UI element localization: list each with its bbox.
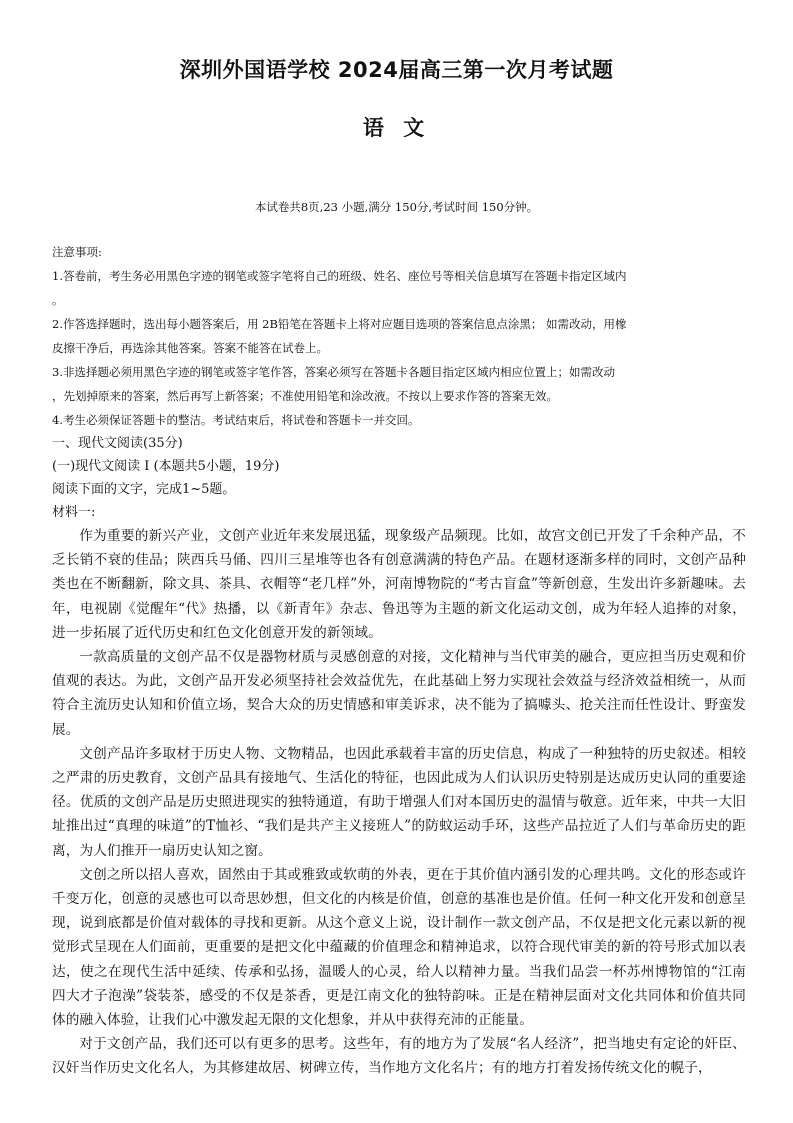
notice-line: 2.作答选择题时，选出每小题答案后，用 2B铅笔在答题卡上将对应题目选项的答案信息点涂黑； 如需改动，用橡 bbox=[52, 317, 627, 331]
section-part-title: 一、现代文阅读(35分) bbox=[52, 436, 183, 451]
article-paragraph: 文创产品许多取材于历史人物、文物精品，也因此承载着丰富的历史信息，构成了一种独特的历史叙述。相较之严肃的历史教育，文创产品具有接地气、生活化的特征，也因此成为人们认识历史特别是达成历史认同的重要途径。优质的文创产品是历史照进现实的独特通道，有助于增强人们对本国历史的温情与敬意。近年来，中共一大旧址推出过“真理的味道”的T恤衫、“我们是共产主义接班人”的防蚊运动手环，这些产品拉近了人们与革命历史的距离，为人们推开一扇历史认知之窗。 bbox=[52, 745, 746, 859]
exam-body bbox=[52, 240, 746, 1081]
notice-line: ，先划掉原来的答案，然后再写上新答案；不准使用铅笔和涂改液。不按以上要求作答的答案无效。 bbox=[52, 389, 558, 403]
notice-line: 。 bbox=[52, 293, 64, 307]
notice-line: 皮擦干净后，再选涂其他答案。答案不能答在试卷上。 bbox=[52, 341, 328, 355]
notice-heading: 注意事项: bbox=[52, 245, 102, 259]
notice-line: 4.考生必须保证答题卡的整洁。考试结束后，将试卷和答题卡一并交回。 bbox=[52, 413, 420, 427]
exam-info: 本试卷共8页,23 小题,满分 150分,考试时间 150分钟。 bbox=[254, 200, 539, 214]
article-paragraph: 一款高质量的文创产品不仅是器物材质与灵感创意的对接，文化精神与当代审美的融合，更应担当历史观和价值观的表达。为此，文创产品开发必须坚持社会效益优先，在此基础上努力实现社会效益与经济效益相统一，从而符合主流历史认知和价值立场，契合大众的历史情感和审美诉求，决不能为了搞噱头、抢关注而任性设计、野蛮发展。 bbox=[52, 649, 746, 738]
subject-title: 语 文 bbox=[362, 116, 431, 140]
section-sub-title: (一)现代文阅读 I (本题共5小题，19分) bbox=[52, 459, 280, 474]
article-paragraph: 作为重要的新兴产业，文创产业近年来发展迅猛，现象级产品频现。比如，故宫文创已开发了千余种产品，不乏长销不衰的佳品；陕西兵马俑、四川三星堆等也各有创意满满的特色产品。在题材逐渐多样的同时，文创产品种类也在不断翻新，除文具、茶具、衣帽等“老几样”外，河南博物院的“考古盲盒”等新创意，生发出许多新趣味。去年，电视剧《觉醒年“代》热播，以《新青年》杂志、鲁迅等为主题的新文化运动文创，成为年轻人追捧的对象，进一步拓展了近代历史和红色文化创意开发的新领域。 bbox=[52, 528, 746, 641]
page-title: 深圳外国语学校 2024届高三第一次月考试题 bbox=[179, 58, 614, 82]
article-paragraph: 文创之所以招人喜欢，固然由于其或雅致或软萌的外表，更在于其价值内涵引发的心理共鸣。文化的形态或许千变万化，创意的灵感也可以奇思妙想，但文化的内核是价值，创意的基准也是价值。任何一种文化开发和创意呈现，说到底都是价值对载体的寻找和更新。从这个意义上说，设计制作一款文创产品，不仅是把文化元素以新的视觉形式呈现在人们面前，更重要的是把文化中蕴藏的价值理念和精神追求，以符合现代审美的新的符号形式加以表达，使之在现代生活中延续、传承和弘扬，温暖人的心灵，给人以精神力量。当我们品尝一杯苏州博物馆的“江南四大才子泡澡”袋装茶，感受的不仅是茶香，更是江南文化的独特韵味。正是在精神层面对文化共同体和价值共同体的融入体验，让我们心中激发起无限的文化想象，并从中获得充沛的正能量。 bbox=[52, 866, 746, 1029]
notice-line: 1.答卷前，考生务必用黑色字迹的钢笔或签字笔将自己的班级、姓名、座位号等相关信息填写在答题卡指定区域内 bbox=[52, 269, 627, 283]
material-label: 材料一: bbox=[52, 505, 96, 520]
article-paragraph: 对于文创产品，我们还可以有更多的思考。这些年，有的地方为了发展“名人经济”，把当地史有定论的奸臣、汉奸当作历史文化名人，为其修建故居、树碑立传，当作地方文化名片；有的地方打着发扬传统文化的幌子， bbox=[52, 1036, 746, 1077]
reading-instruction: 阅读下面的文字，完成1~5题。 bbox=[52, 482, 236, 497]
notice-line: 3.非选择题必须用黑色字迹的钢笔或签字笔作答，答案必须写在答题卡各题目指定区域内相应位置上；如需改动 bbox=[52, 365, 615, 379]
